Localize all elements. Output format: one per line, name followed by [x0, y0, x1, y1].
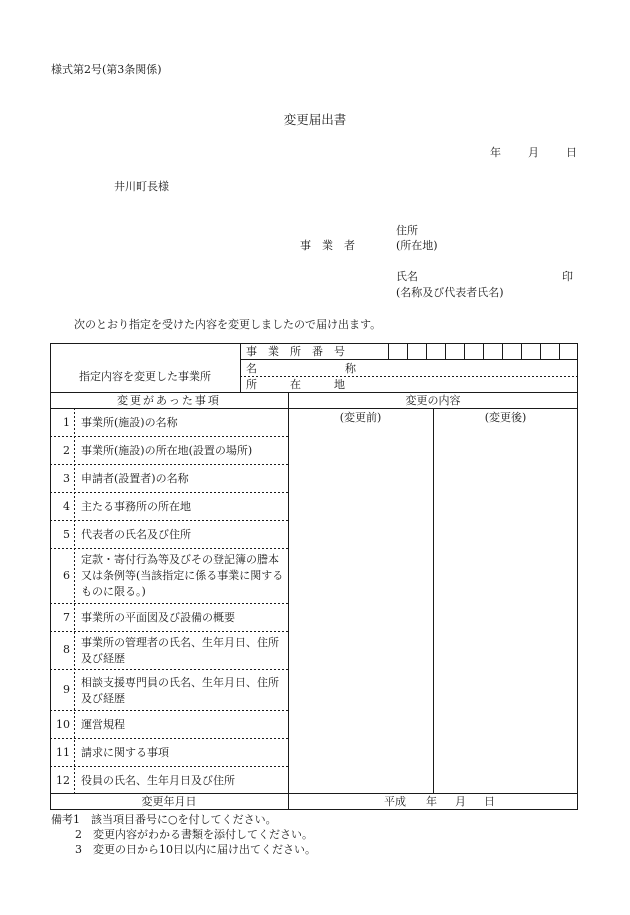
change-date-era: 平成 — [384, 795, 406, 808]
item-number: 6 — [63, 569, 70, 582]
item-text: 主たる事務所の所在地 — [81, 500, 191, 513]
item-text: 請求に関する事項 — [81, 746, 169, 759]
date-year: 年 — [490, 146, 501, 159]
before-label: (変更前) — [339, 411, 382, 424]
change-date-year: 年 — [426, 795, 437, 808]
item-text: 事業所の平面図及び設備の概要 — [81, 611, 235, 624]
note-1: 備考1 該当項目番号に○を付してください。 — [51, 813, 277, 826]
item-number: 7 — [63, 611, 70, 624]
item-text: 相談支援専門員の氏名、生年月日、住所及び経歴 — [81, 676, 279, 705]
name-label: 氏名 — [396, 270, 418, 283]
item-number: 8 — [63, 643, 70, 656]
item-text: 代表者の氏名及び住所 — [81, 528, 191, 541]
note-3: 3 変更の日から10日以内に届け出てください。 — [75, 843, 316, 856]
changed-office-label: 指定内容を変更した事業所 — [79, 370, 211, 383]
intro-text: 次のとおり指定を受けた内容を変更しましたので届け出ます。 — [74, 318, 382, 331]
form-id: 様式第2号(第3条関係) — [51, 63, 162, 76]
submission-date — [490, 144, 577, 160]
item-text: 事業所(施設)の所在地(設置の場所) — [81, 444, 253, 457]
document-title: 変更届出書 — [283, 112, 347, 127]
business-operator-label: 事 業 者 — [300, 239, 355, 252]
change-date-day: 日 — [484, 795, 495, 808]
item-number: 11 — [56, 746, 70, 759]
note-2: 2 変更内容がわかる書類を添付してください。 — [75, 828, 313, 841]
office-location-label: 所 在 地 — [246, 378, 345, 391]
address-label: 住所 — [396, 224, 418, 237]
change-form-table — [50, 343, 578, 810]
location-label: (所在地) — [396, 239, 438, 252]
item-text: 定款・寄付行為等及びその登記簿の謄本又は条例等(当該指定に係る事業に関するものに限る。) — [81, 553, 284, 598]
item-text: 役員の氏名、生年月日及び住所 — [81, 774, 235, 787]
addressee: 井川町長様 — [114, 180, 169, 193]
date-day: 日 — [566, 146, 577, 159]
item-number: 3 — [63, 472, 70, 485]
notes — [51, 812, 316, 857]
item-number: 2 — [63, 444, 70, 457]
item-text: 事業所(施設)の名称 — [81, 416, 178, 429]
office-number-label: 事 業 所 番 号 — [246, 345, 345, 358]
item-text: 申請者(設置者)の名称 — [81, 472, 189, 485]
item-text: 運営規程 — [81, 718, 125, 731]
change-date-month: 月 — [455, 795, 466, 808]
representative-label: (名称及び代表者氏名) — [396, 286, 504, 299]
items-header: 変更があった事項 — [117, 394, 221, 407]
item-number: 1 — [63, 416, 70, 429]
after-label: (変更後) — [484, 411, 527, 424]
item-number: 4 — [63, 500, 70, 513]
item-number: 10 — [56, 718, 70, 731]
office-name-label: 名 称 — [246, 362, 356, 375]
item-text: 事業所の管理者の氏名、生年月日、住所及び経歴 — [81, 636, 279, 665]
date-month: 月 — [528, 146, 539, 159]
change-date-value — [384, 795, 495, 809]
item-number: 5 — [63, 528, 70, 541]
seal-label: 印 — [562, 270, 573, 283]
content-header: 変更の内容 — [405, 394, 461, 407]
change-date-label: 変更年月日 — [141, 795, 197, 808]
item-number: 12 — [56, 774, 70, 787]
item-number: 9 — [63, 683, 70, 696]
